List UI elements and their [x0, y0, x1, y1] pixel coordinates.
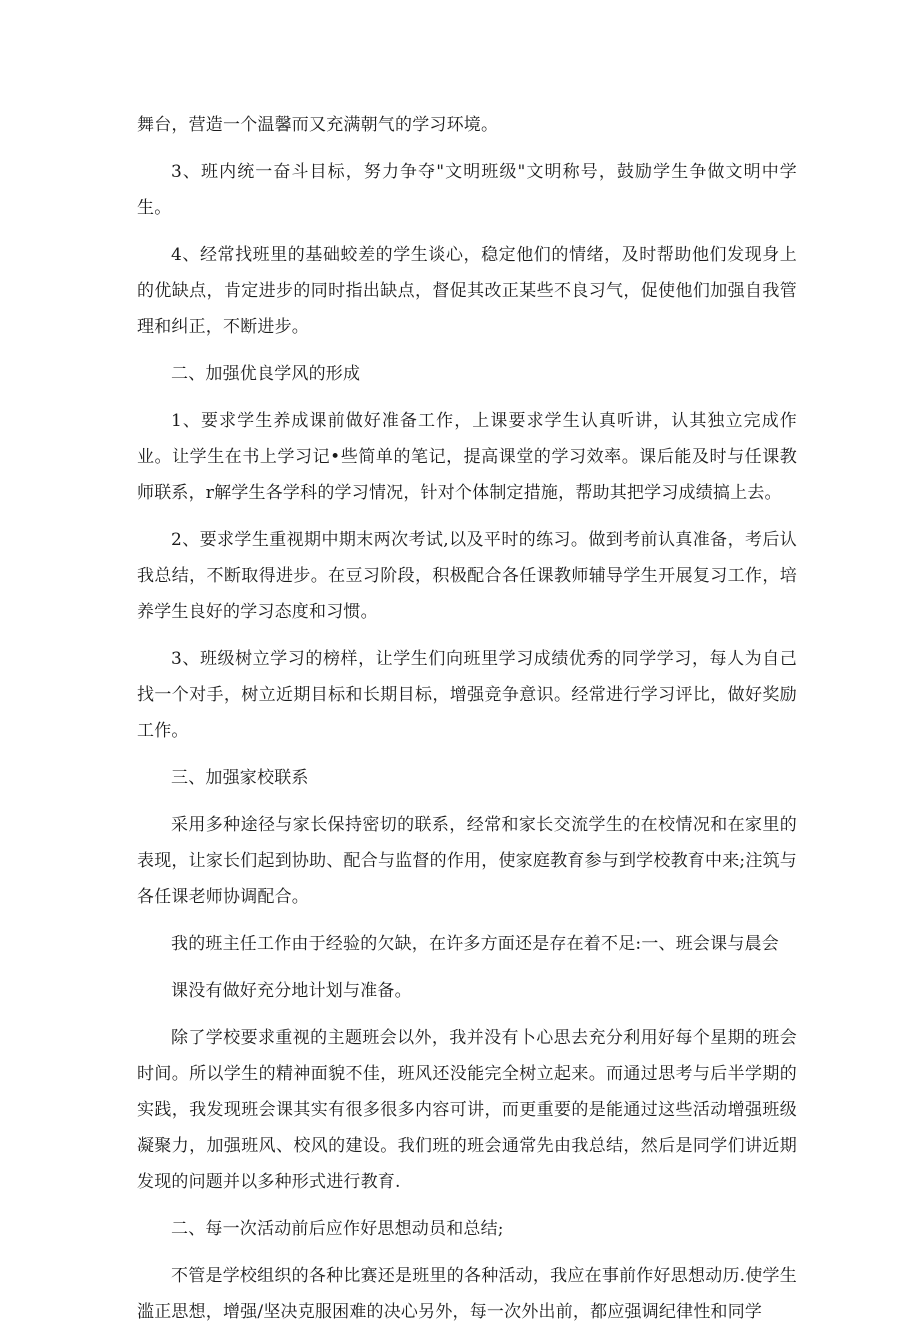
paragraph-item-3-goal: 3、班内统一奋斗目标，努力争夺"文明班级"文明称号，鼓励学生争做文明中学生。	[137, 162, 797, 218]
paragraph-item-1-preparation: 1、要求学生养成课前做好准备工作，上课要求学生认真听讲，认其独立完成作业。让学生在书上学习记•些简单的笔记，提高课堂的学习效率。课后能及时与任课教师联系，r解学生各学科的学习情况，针对个体制定措施，帮助其把学习成绩搞上去。	[137, 411, 797, 503]
paragraph-class-meeting: 除了学校要求重视的主题班会以外，我并没有卜心思去充分利用好每个星期的班会时间。所以学生的精神面貌不佳，班风还没能完全树立起来。而通过思考与后半学期的实践，我发现班会课其实有很多很多内容可讲，而更重要的是能通过这些活动增强班级凝聚力，加强班风、校风的建设。我们班的班会通常先由我总结，然后是同学们讲近期发现的问题并以多种形式进行教育.	[137, 1028, 797, 1192]
paragraph-activities: 不管是学校组织的各种比赛还是班里的各种活动，我应在事前作好思想动历.使学生滥正思想，增强/坚决克服困难的决心另外，每一次外出前，都应强调纪律性和同学	[137, 1266, 797, 1322]
paragraph-item-2-exams: 2、要求学生重视期中期末两次考试,以及平时的练习。做到考前认真准备，考后认我总结，不断取得进步。在豆习阶段，积极配合各任课教师辅导学生开展复习工作，培养学生良好的学习态度和习惯。	[137, 530, 797, 622]
paragraph-item-4-talk: 4、经常找班里的基础蛟差的学生谈心，稳定他们的情绪，及时帮助他们发现身上的优缺点，肯定进步的同时指出缺点，督促其改正某些不良习气，促使他们加强自我管理和纠正，不断进步。	[137, 245, 797, 337]
section-heading-study-style: 二、加强优良学风的形成	[171, 364, 361, 384]
paragraph-home-school-contact: 采用多种途径与家长保持密切的联系，经常和家长交流学生的在校情况和在家里的表现，让家长们起到协助、配合与监督的作用，使家庭教育参与到学校教育中来;注筑与各任课老师协调配合。	[137, 815, 797, 907]
paragraph-shortcomings-continued: 课没有做好充分地计划与准备。	[171, 981, 412, 1001]
section-heading-home-school: 三、加强家校联系	[171, 768, 309, 788]
document-body	[137, 107, 797, 1341]
paragraph-item-3-role-model: 3、班级树立学习的榜样，让学生们向班里学习成绩优秀的同学学习，每人为自己找一个对手，树立近期目标和长期目标，增强竞争意识。经常进行学习评比，做好奖励工作。	[137, 649, 797, 741]
paragraph-shortcomings: 我的班主任工作由于经验的欠缺，在许多方面还是存在着不足:一、班会课与晨会	[171, 934, 779, 954]
section-heading-activity-mobilization: 二、每一次活动前后应作好思想动员和总结;	[171, 1219, 504, 1239]
paragraph-continuation: 舞台，营造一个温馨而又充满朝气的学习环境。	[137, 115, 499, 135]
